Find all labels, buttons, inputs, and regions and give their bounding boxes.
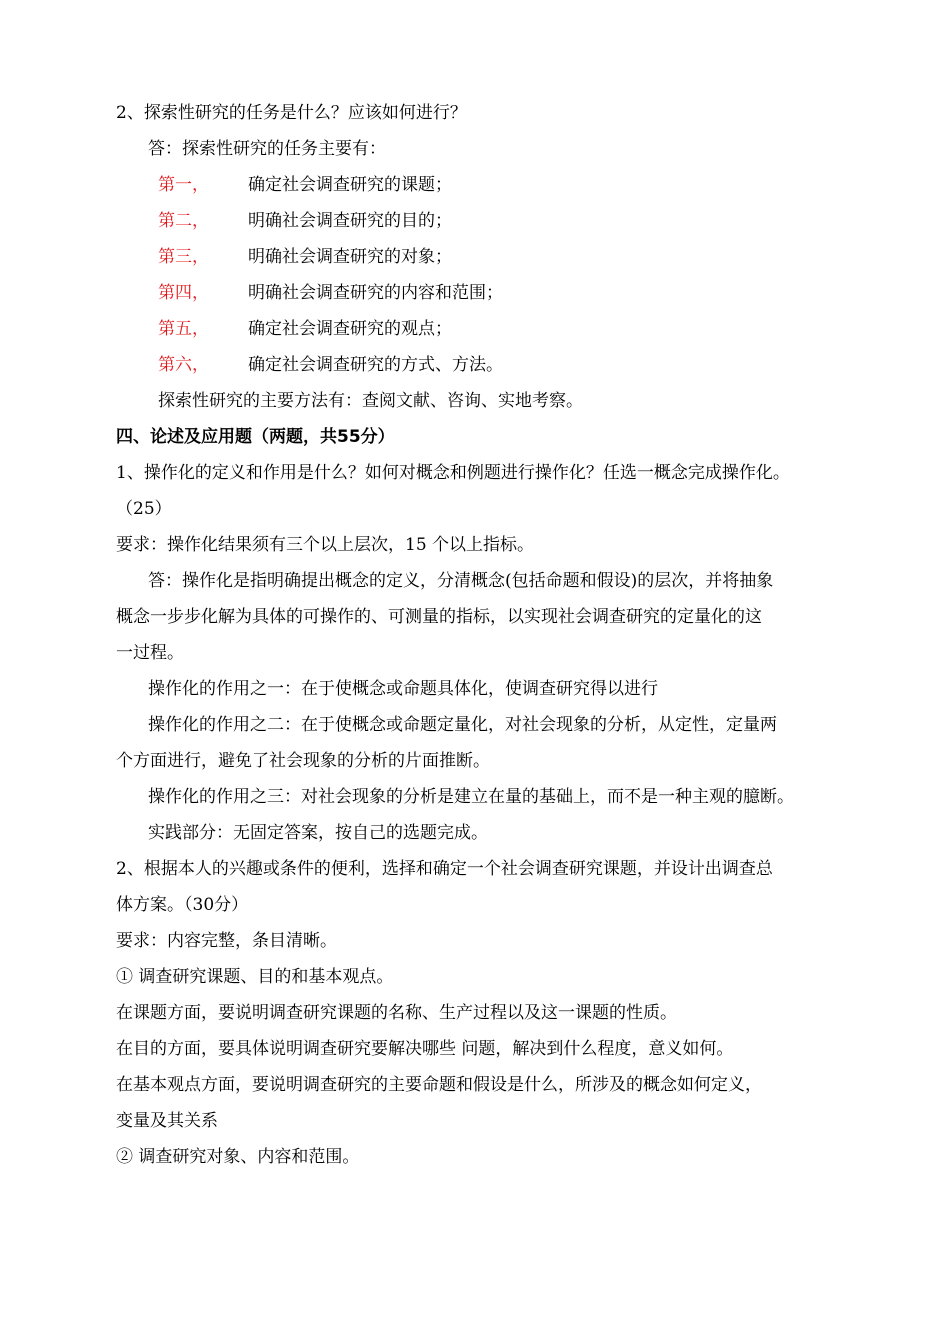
- task-item-2: [158, 209, 798, 233]
- task-ordinal: 第三，: [158, 247, 209, 267]
- task-item-4: [158, 281, 798, 305]
- plan-purpose-text: 在目的方面，要具体说明调查研究要解决哪些 问题，解决到什么程度，意义如何。: [116, 1039, 734, 1059]
- task-text: 明确社会调查研究的目的；: [248, 211, 452, 231]
- question-2b-line-1: 2、根据本人的兴趣或条件的便利，选择和确定一个社会调查研究课题，并设计出调查总: [116, 859, 773, 879]
- task-text: 明确社会调查研究的对象；: [248, 247, 452, 267]
- operationalization-role-3: 操作化的作用之三：对社会现象的分析是建立在量的基础上，而不是一种主观的臆断。: [148, 787, 794, 807]
- question-1-line-2: （25）: [116, 499, 172, 519]
- practice-note: 实践部分：无固定答案，按自己的选题完成。: [148, 823, 488, 843]
- task-text: 确定社会调查研究的方式、方法。: [248, 355, 503, 375]
- task-ordinal: 第四，: [158, 283, 209, 303]
- question-1-line-1: 1、操作化的定义和作用是什么？如何对概念和例题进行操作化？任选一概念完成操作化。: [116, 463, 790, 483]
- task-ordinal: 第一，: [158, 175, 209, 195]
- task-ordinal: 第五，: [158, 319, 209, 339]
- plan-item-1: ① 调查研究课题、目的和基本观点。: [116, 967, 394, 987]
- question-1-answer-line-1: 答：操作化是指明确提出概念的定义，分清概念(包括命题和假设)的层次，并将抽象: [148, 571, 774, 591]
- plan-item-2: ② 调查研究对象、内容和范围。: [116, 1147, 360, 1167]
- operationalization-role-2-line-1: 操作化的作用之二：在于使概念或命题定量化，对社会现象的分析，从定性，定量两: [148, 715, 777, 735]
- task-ordinal: 第六，: [158, 355, 209, 375]
- task-item-3: [158, 245, 798, 269]
- task-text: 确定社会调查研究的课题；: [248, 175, 452, 195]
- operationalization-role-2-line-2: 个方面进行，避免了社会现象的分析的片面推断。: [116, 751, 490, 771]
- question-2b-requirement: 要求：内容完整，条目清晰。: [116, 931, 337, 951]
- question-2b-line-2: 体方案。（30分）: [116, 895, 249, 915]
- question-1-answer-line-2: 概念一步步化解为具体的可操作的、可测量的指标，以实现社会调查研究的定量化的这: [116, 607, 762, 627]
- question-1-requirement: 要求：操作化结果须有三个以上层次，15 个以上指标。: [116, 535, 535, 555]
- task-text: 确定社会调查研究的观点；: [248, 319, 452, 339]
- task-ordinal: 第二，: [158, 211, 209, 231]
- plan-viewpoint-line-2: 变量及其关系: [116, 1111, 218, 1131]
- plan-topic-text: 在课题方面，要说明调查研究课题的名称、生产过程以及这一课题的性质。: [116, 1003, 677, 1023]
- answer-intro: 答：探索性研究的任务主要有：: [148, 139, 386, 159]
- task-item-6: [158, 353, 798, 377]
- section-4-heading: 四、论述及应用题（两题，共55分）: [116, 427, 395, 447]
- plan-viewpoint-line-1: 在基本观点方面，要说明调查研究的主要命题和假设是什么，所涉及的概念如何定义，: [116, 1075, 762, 1095]
- task-text: 明确社会调查研究的内容和范围；: [248, 283, 503, 303]
- task-item-1: [158, 173, 798, 197]
- operationalization-role-1: 操作化的作用之一：在于使概念或命题具体化，使调查研究得以进行: [148, 679, 658, 699]
- question-1-answer-line-3: 一过程。: [116, 643, 184, 663]
- question-2-title: 2、探索性研究的任务是什么？应该如何进行？: [116, 103, 467, 123]
- methods-text: 探索性研究的主要方法有：查阅文献、咨询、实地考察。: [158, 391, 583, 411]
- task-item-5: [158, 317, 798, 341]
